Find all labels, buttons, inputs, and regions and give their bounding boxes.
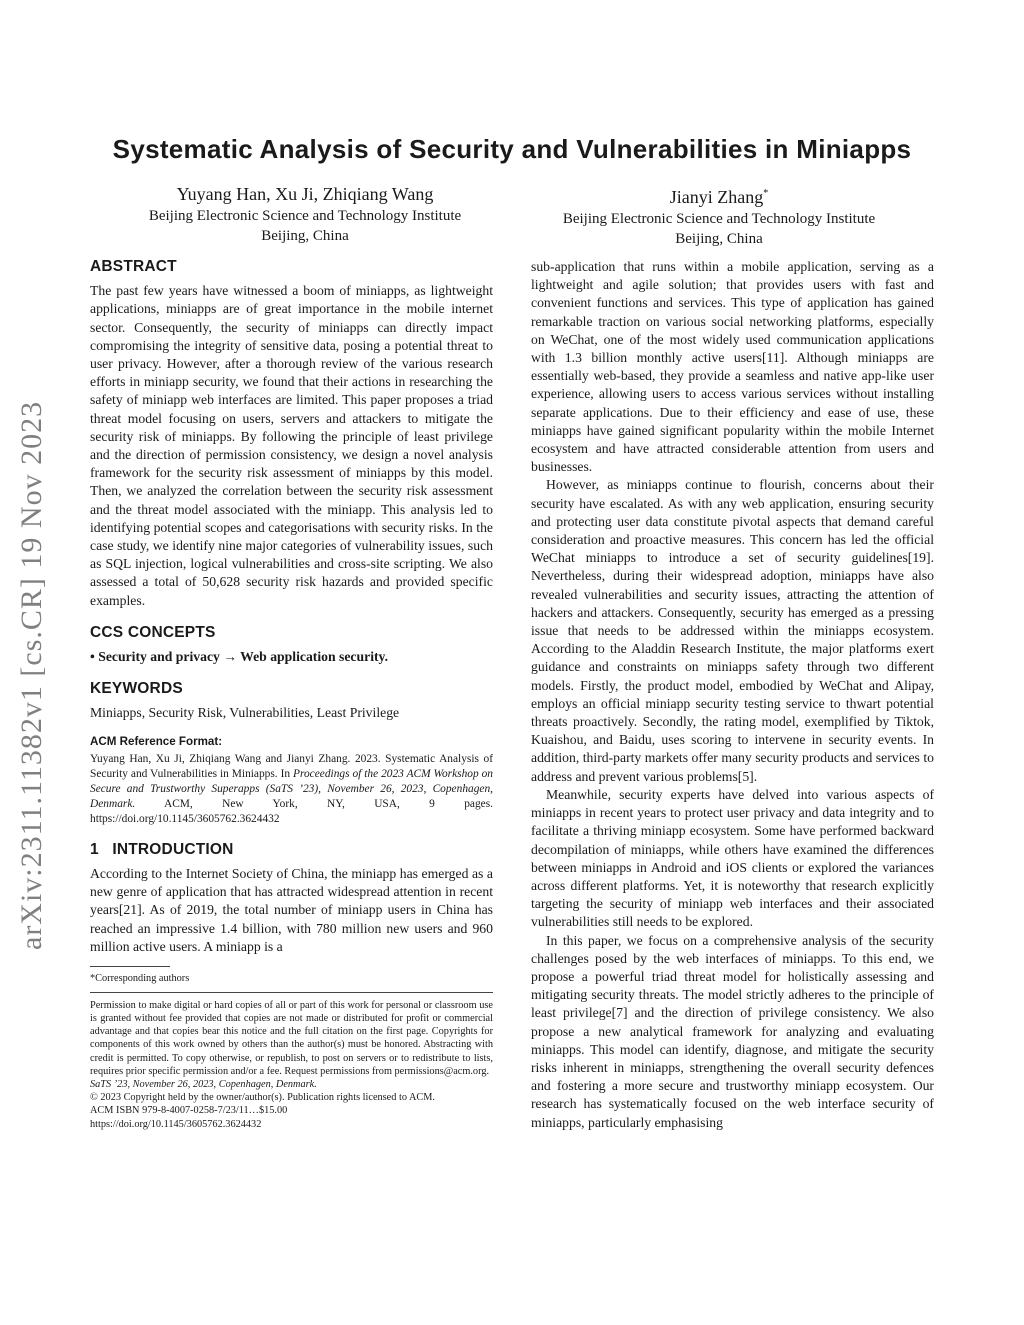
body-paragraph: Meanwhile, security experts have delved into various aspects of miniapps in recent years to protect user privacy and data integrity and to facilitate a thriving miniapp ecosystem. Some have performed backward decompilation of miniapps, while others have examined the differences between miniapps in Android and iOS clients or explored the variances across different platforms. Yet, it is noteworthy that research explicitly targeting the security of miniapp web interfaces and their associated vulnerabilities still needs to be explored. — [531, 786, 934, 930]
corresponding-mark: * — [763, 188, 769, 199]
conference-line: SaTS ’23, November 26, 2023, Copenhagen, Denmark. — [90, 1078, 317, 1090]
permission-notice: Permission to make digital or hard copies of all or part of this work for personal or classroom use is granted without fee provided that copies are not made or distributed for profit or commercial advantage and that copies bear this notice and the full citation on the first page. Copyrights for components of this work owned by others than the author(s) must be honored. Abstracting with credit is permitted. To copy otherwise, or republish, to post on servers or to redistribute to lists, requires prior specific permission and/or a fee. Request permissions from permissions@acm.org. — [90, 999, 493, 1077]
ccs-concepts: • Security and privacy → Web application security. — [90, 649, 389, 665]
isbn-line: ACM ISBN 979-8-4007-0258-7/23/11…$15.00 — [90, 1105, 288, 1117]
author-affiliation: Beijing Electronic Science and Technology Institute — [148, 208, 462, 224]
abstract-heading: ABSTRACT — [90, 258, 177, 275]
author-names: Jianyi Zhang* — [669, 187, 769, 207]
author-block-2 — [514, 182, 924, 249]
author-block-1 — [100, 182, 510, 246]
abstract-text: The past few years have witnessed a boom of miniapps, as lightweight applications, miniapps are of great importance in the mobile internet sector. Consequently, the security of miniapps can directly impact compromising the integrity of sensitive data, posing a potential threat to user privacy. However, after a thorough review of the various research efforts in miniapp security, we found that their actions in researching the safety of miniapp web interfaces are limited. This paper proposes a triad threat model focusing on users, servers and attackers to mitigate the security risk of miniapps. By following the principle of least privilege and the direction of permission consistency, we design a novel analysis framework for the security risk assessment of miniapps by this model. Then, we analyzed the correlation between the security risk assessment and the threat model associated with the miniapp. This analysis led to identifying potential scopes and categorisations with security risks. In the case study, we identify nine major categories of vulnerability issues, such as SQL injection, logical vulnerabilities and cross-site scripting. We also assessed a total of 50,628 security risk hazards and provided specific examples. — [90, 283, 493, 608]
permission-rule — [90, 992, 493, 993]
body-paragraph: However, as miniapps continue to flourish, concerns about their security have escalated. As with any web application, ensuring security and protecting user data constitute pivotal aspects that demand careful consideration and proactive measures. This concern has led the official WeChat miniapps to introduce a set of security guidelines[19]. Nevertheless, during their widespread adoption, miniapps have also revealed vulnerabilities and security issues, attracting the attention of hackers and attackers. Consequently, security has emerged as a pressing issue that needs to be addressed within the miniapps ecosystem. According to the Aladdin Research Institute, the major platforms exert guidance and constraints on miniapps safety through two different models. Firstly, the product model, embodied by WeChat and Alipay, employs an official miniapp security testing service to thwart potential threats proactively. Secondly, the rating model, exemplified by Tiktok, Kuaishou, and Baidu, uses scoring to intervene in security events. In addition, third-party markets offer many security products and services to address and prevent various problems[5]. — [531, 477, 934, 784]
body-paragraph: sub-application that runs within a mobile application, serving as a lightweight and agile solution; that provides users with fast and convenient functions and services. This type of application has gained remarkable traction on various social networking platforms, especially on WeChat, one of the most widely used communication applications with 1.3 billion monthly active users[11]. Although miniapps are essentially web-based, they provide a seamless and native app-like user experience, allowing users to access various services without installing separate applications. Due to their efficiency and ease of use, these miniapps have gained significant popularity within the mobile Internet ecosystem and have attracted considerable attention from users and businesses. — [531, 259, 934, 475]
copyright-line: © 2023 Copyright held by the owner/author(s). Publication rights licensed to ACM. — [90, 1092, 436, 1104]
acm-reference-venue: Proceedings of the 2023 ACM Workshop on Secure and Trustworthy Superapps (SaTS ’23), November 26, 2023, Copenhagen, Denmark. — [90, 767, 493, 810]
keywords-heading: KEYWORDS — [90, 680, 183, 698]
author-affiliation: Beijing Electronic Science and Technology Institute — [562, 211, 876, 227]
footnote-rule — [90, 966, 170, 967]
right-column — [531, 258, 934, 1132]
body-paragraph: In this paper, we focus on a comprehensive analysis of the security challenges posed by the web interfaces of miniapps. To this end, we propose a powerful triad threat model for holistically assessing and mitigating security threats. The model strictly adheres to the principle of least privilege[7] and the direction of privilege consistency. We also propose a new analytical framework for analyzing and evaluating miniapps. This model can identify, diagnose, and mitigate the security risks inherent in miniapps, strengthening the overall security defences and fostering a more secure and trustworthy miniapp ecosystem. Our research has systematically focused on the web interface security of miniapps, particularly emphasising — [531, 932, 934, 1130]
author-location: Beijing, China — [675, 231, 763, 247]
arxiv-stamp: arXiv:2311.11382v1 [cs.CR] 19 Nov 2023 — [15, 400, 48, 950]
introduction-heading: 1 INTRODUCTION — [90, 840, 234, 858]
acm-reference-text: Yuyang Han, Xu Ji, Zhiqiang Wang and Jianyi Zhang. 2023. Systematic Analysis of Security and Vulnerabilities in Miniapps. In Proceedings of the 2023 ACM Workshop on Secure and Trustworthy Superapps (SaTS ’23), November 26, 2023, Copenhagen, Denmark. ACM, New York, NY, USA, 9 pages. https://doi.org/10.1145/3605762.3624432 — [90, 752, 493, 825]
ccs-heading: CCS CONCEPTS — [90, 623, 216, 641]
left-column — [90, 258, 493, 1131]
author-location: Beijing, China — [261, 228, 349, 244]
corresponding-footnote: *Corresponding authors — [90, 973, 190, 985]
paper-title: Systematic Analysis of Security and Vulnerabilities in Miniapps — [112, 134, 912, 164]
keywords-text: Miniapps, Security Risk, Vulnerabilities, Least Privilege — [90, 705, 400, 721]
author-names: Yuyang Han, Xu Ji, Zhiqiang Wang — [176, 184, 434, 204]
doi-line: https://doi.org/10.1145/3605762.3624432 — [90, 1118, 262, 1130]
acm-reference-heading: ACM Reference Format: — [90, 734, 223, 748]
introduction-paragraph: According to the Internet Society of China, the miniapp has emerged as a new genre of application that has attracted widespread attention in recent years[21]. As of 2019, the total number of miniapp users in China has reached an impressive 1.4 billion, with 780 million new users and 960 million active users. A miniapp is a — [90, 866, 493, 954]
